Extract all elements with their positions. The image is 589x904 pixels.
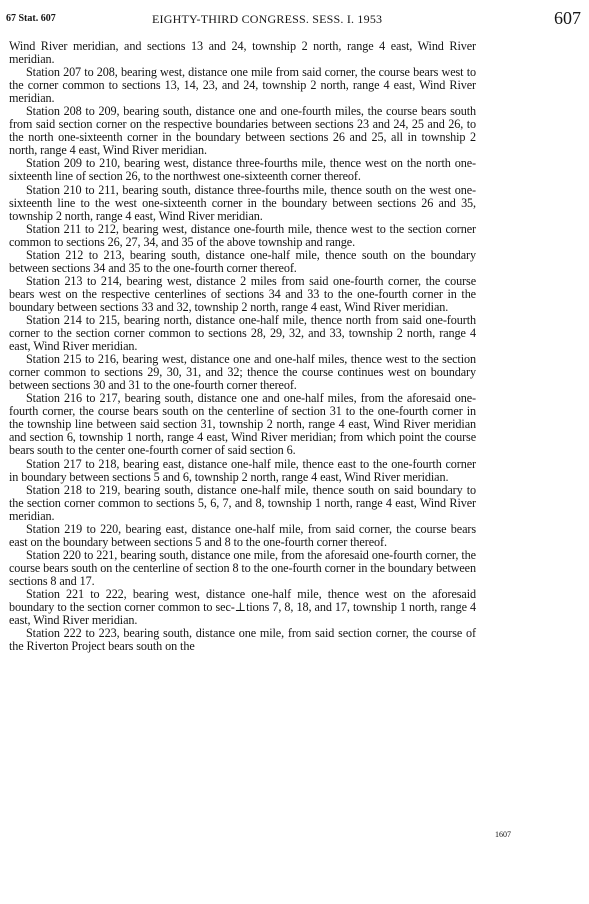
paragraph-station-211: Station 211 to 212, bearing west, distance one-fourth mile, thence west to the section corner common to sections 26, 27, 34, and 35 of the above township and range. [9,221,476,249]
paragraph-station-213: Station 213 to 214, bearing west, distance 2 miles from said one-fourth corner, the course bears west on the respective centerlines of sections 34 and 33 to the one-fourth corner in the boundary between sections 33 and 32, township 2 north, range 4 east, Wind River meridian. [9,273,476,314]
statute-text [9,40,476,653]
paragraph-station-222: Station 222 to 223, bearing south, distance one mile, from said section corner, the course of the Riverton Project bears south on the [9,626,476,654]
paragraph-station-210: Station 210 to 211, bearing south, distance three-fourths mile, thence south on the west one-sixteenth line to the west one-sixteenth corner in the boundary between sections 26 and 35, township 2 north, range 4 east, Wind River meridian. [9,182,476,223]
paragraph-station-220: Station 220 to 221, bearing south, distance one mile, from the aforesaid one-fourth corner, the course bears south on the centerline of section 8 to the one-fourth corner in the boundary between sections 8 and 17. [9,547,476,588]
paragraph-station-209: Station 209 to 210, bearing west, distance three-fourths mile, thence west on the north one-sixteenth line of section 26, to the northwest one-sixteenth corner thereof. [9,156,476,184]
paragraph-station-207: Station 207 to 208, bearing west, distance one mile from said corner, the course bears west to the corner common to sections 13, 14, 23, and 24, township 2 north, range 4 east, Wind River meridian. [9,65,476,106]
running-title: EIGHTY-THIRD CONGRESS. SESS. I. 1953 [152,12,383,26]
paragraph-continuation: Wind River meridian, and sections 13 and 24, township 2 north, range 4 east, Wind River meridian. [9,39,476,67]
margin-page-note: 1607 [495,830,511,839]
paragraph-station-212: Station 212 to 213, bearing south, distance one-half mile, thence south on the boundary between sections 34 and 35 to the one-fourth corner thereof. [9,247,476,275]
page-number: 607 [554,8,581,28]
paragraph-station-221: Station 221 to 222, bearing west, distance one-half mile, thence west on the aforesaid boundary to the section corner common to sec-⊥tions 7, 8, 18, and 17, township 1 north, range 4 east, Wind River meridian. [9,586,476,628]
paragraph-station-218: Station 218 to 219, bearing south, distance one-half mile, thence south on said boundary to the section corner common to sections 5, 6, 7, and 8, township 1 north, range 4 east, Wind River meridian. [9,482,476,523]
paragraph-station-217: Station 217 to 218, bearing east, distance one-half mile, thence east to the one-fourth corner in boundary between sections 5 and 6, township 2 north, range 4 east, Wind River meridian. [9,456,476,484]
statute-reference: 67 Stat. 607 [6,13,56,24]
paragraph-station-214: Station 214 to 215, bearing north, distance one-half mile, thence north from said one-fourth corner to the section corner common to sections 28, 29, 32, and 33, township 2 north, range 4 east, Wind River meridian. [9,312,476,354]
paragraph-station-215: Station 215 to 216, bearing west, distance one and one-half miles, thence west to the section corner common to sections 29, 30, 31, and 32; thence the course continues west on boundary between sections 30 and 31 to the one-fourth corner thereof. [9,352,476,393]
paragraph-station-208: Station 208 to 209, bearing south, distance one and one-fourth miles, the course bears south from said section corner on the respective boundaries between sections 23 and 24, 25 and 26, to the north one-sixteenth corner in the boundary between sections 26 and 25, all in township 2 north, range 4 east, Wind River meridian. [9,104,476,158]
paragraph-station-216: Station 216 to 217, bearing south, distance one and one-half miles, from the aforesaid one-fourth corner, the course bears south on the centerline of section 31 to the one-fourth corner in the township line between said section 31, township 2 north, range 4 east, Wind River meridian and section 6, township 1 north, range 4 east, Wind River meridian; from which point the course bears south to the center one-fourth corner of said section 6. [9,391,476,458]
page-header [6,8,581,30]
paragraph-station-219: Station 219 to 220, bearing east, distance one-half mile, from said corner, the course bears east on the boundary between sections 5 and 8 to the one-fourth corner thereof. [9,521,476,549]
